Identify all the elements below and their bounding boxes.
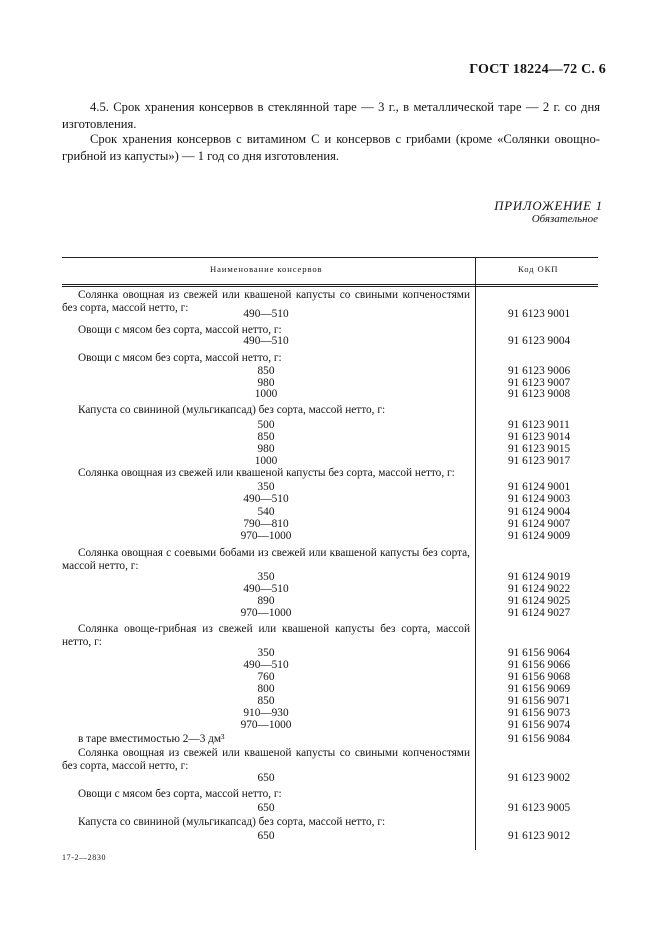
row-code: 91 6156 9073 — [508, 707, 571, 719]
row-name: Овощи с мясом без сорта, массой нетто, г: — [78, 352, 282, 364]
row-name: 980 — [257, 377, 275, 389]
column-header-code: Код ОКП — [518, 264, 559, 274]
row-name: 490—510 — [243, 659, 289, 671]
row-code: 91 6156 9071 — [508, 695, 571, 707]
table-header-rule-2 — [62, 286, 598, 287]
clause-text-1: 4.5. Срок хранения консервов в стеклянной таре — 3 г., в металлической таре — 2 г. со дня изготовления. — [62, 100, 600, 131]
row-code: 91 6156 9068 — [508, 671, 571, 683]
row-code: 91 6124 9001 — [508, 481, 571, 493]
products-table — [62, 257, 598, 850]
row-code: 91 6124 9004 — [508, 506, 571, 518]
clause-paragraph-2 — [62, 131, 600, 165]
row-name: Солянка овощная из свежей или квашеной капусты без сорта, массой нетто, г: — [78, 467, 455, 479]
row-name: Солянка овощная из свежей или квашеной капусты со свиными копченостями без сорта, массой нетто, г: — [62, 747, 470, 772]
row-code: 91 6124 9027 — [508, 607, 571, 619]
row-name: 500 — [257, 419, 275, 431]
row-name: 650 — [257, 772, 275, 784]
row-code: 91 6123 9014 — [508, 431, 571, 443]
row-code: 91 6123 9001 — [508, 308, 571, 320]
row-code: 91 6156 9069 — [508, 683, 571, 695]
row-code: 91 6156 9074 — [508, 719, 571, 731]
column-header-name: Наименование консервов — [210, 264, 323, 274]
row-code: 91 6123 9006 — [508, 365, 571, 377]
table-column-divider-body — [475, 286, 476, 850]
row-name: 540 — [257, 506, 275, 518]
page-header: ГОСТ 18224—72 С. 6 — [469, 62, 606, 77]
row-name: 350 — [257, 647, 275, 659]
row-name: в таре вместимостью 2—3 дм³ — [78, 733, 225, 745]
row-name: Капуста со свининой (мульгикапсад) без сорта, массой нетто, г: — [78, 816, 386, 828]
row-code: 91 6123 9015 — [508, 443, 571, 455]
row-code: 91 6123 9008 — [508, 388, 571, 400]
row-name: 910—930 — [243, 707, 289, 719]
row-name: 970—1000 — [240, 719, 292, 731]
row-name: Солянка овощная с соевыми бобами из свежей или квашеной капусты без сорта, массой нетто, г: — [62, 547, 470, 572]
row-code: 91 6123 9005 — [508, 802, 571, 814]
row-name: Солянка овоще-грибная из свежей или квашеной капусты без сорта, массой нетто, г: — [62, 623, 470, 648]
row-code: 91 6156 9066 — [508, 659, 571, 671]
row-name: 490—510 — [243, 493, 289, 505]
row-code: 91 6123 9017 — [508, 455, 571, 467]
row-name: 350 — [257, 571, 275, 583]
row-name: 350 — [257, 481, 275, 493]
row-name: 650 — [257, 802, 275, 814]
row-name: Овощи с мясом без сорта, массой нетто, г: — [78, 324, 282, 336]
table-column-divider — [475, 257, 476, 286]
row-name: 800 — [257, 683, 275, 695]
row-code: 91 6124 9007 — [508, 518, 571, 530]
row-name: 970—1000 — [240, 530, 292, 542]
row-code: 91 6124 9019 — [508, 571, 571, 583]
appendix-subtitle: Обязательное — [531, 213, 598, 225]
row-code: 91 6123 9004 — [508, 335, 571, 347]
row-name: 850 — [257, 431, 275, 443]
row-code: 91 6123 9012 — [508, 830, 571, 842]
appendix-title: ПРИЛОЖЕНИЕ 1 — [494, 199, 603, 213]
row-name: 850 — [257, 365, 275, 377]
table-header-rule — [62, 284, 598, 285]
row-name: 650 — [257, 830, 275, 842]
row-code: 91 6124 9003 — [508, 493, 571, 505]
row-name: 980 — [257, 443, 275, 455]
row-code: 91 6123 9007 — [508, 377, 571, 389]
row-code: 91 6156 9064 — [508, 647, 571, 659]
row-name: 1000 — [254, 455, 278, 467]
row-name: 850 — [257, 695, 275, 707]
row-name: Капуста со свининой (мульгикапсад) без сорта, массой нетто, г: — [78, 404, 386, 416]
row-name: 1000 — [254, 388, 278, 400]
row-code: 91 6124 9025 — [508, 595, 571, 607]
row-code: 91 6124 9022 — [508, 583, 571, 595]
row-name: 970—1000 — [240, 607, 292, 619]
row-name: 890 — [257, 595, 275, 607]
row-name: 490—510 — [243, 335, 289, 347]
row-code: 91 6156 9084 — [508, 733, 571, 745]
row-name: Овощи с мясом без сорта, массой нетто, г: — [78, 788, 282, 800]
clause-paragraph-1 — [62, 99, 600, 133]
row-name: 790—810 — [243, 518, 289, 530]
row-code: 91 6123 9011 — [508, 419, 570, 431]
table-top-rule — [62, 257, 598, 258]
row-name: 490—510 — [243, 308, 289, 320]
clause-text-2: Срок хранения консервов с витамином С и консервов с грибами (кроме «Солянки овощно-грибной из капусты») — 1 год со дня изготовления. — [62, 132, 600, 163]
row-name: 760 — [257, 671, 275, 683]
row-name: Солянка овощная из свежей или квашеной капусты со свиными копченостями без сорта, массой нетто, г: — [62, 289, 470, 314]
row-code: 91 6124 9009 — [508, 530, 571, 542]
print-mark: 17-2—2830 — [62, 853, 107, 862]
row-code: 91 6123 9002 — [508, 772, 571, 784]
row-name: 490—510 — [243, 583, 289, 595]
